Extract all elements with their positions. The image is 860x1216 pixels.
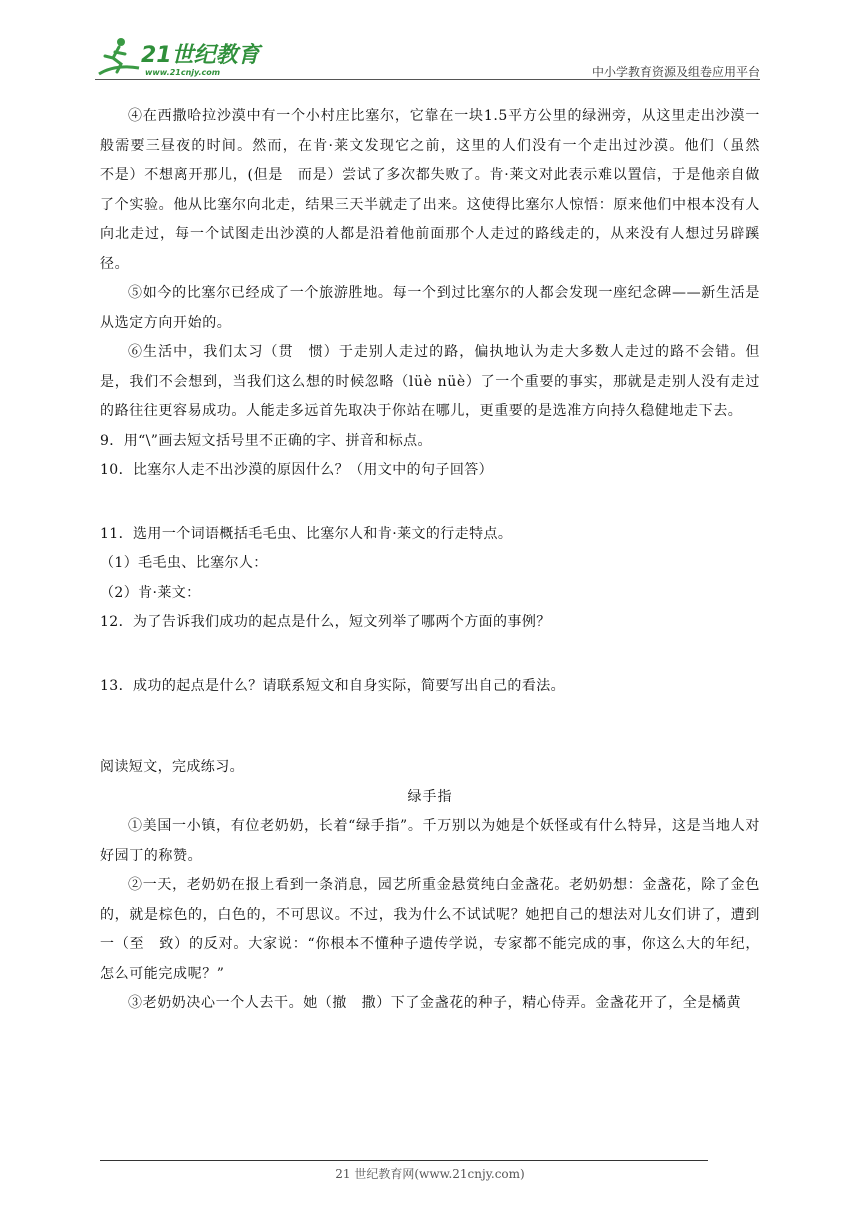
runner-logo-icon: [95, 34, 141, 78]
answer-space: [100, 638, 760, 672]
site-logo: [95, 34, 275, 78]
question-12: 12．为了告诉我们成功的起点是什么，短文列举了哪两个方面的事例？: [100, 614, 551, 630]
question-13: 13．成功的起点是什么？请联系短文和自身实际，简要写出自己的看法。: [100, 677, 566, 694]
question-11-part-2: （2）肯·莱文：: [100, 584, 201, 601]
passage-paragraph-5: ⑤如今的比塞尔已经成了一个旅游胜地。每一个到过比塞尔的人都会发现一座纪念碑——新生活是从选定方向开始的。: [100, 285, 760, 331]
footer-divider: [100, 1160, 708, 1161]
question-9: 9．用“\”画去短文括号里不正确的字、拼音和标点。: [100, 432, 432, 449]
logo-url: www.21cnjy.com: [145, 68, 221, 77]
main-content: [100, 102, 775, 1019]
passage-title: 绿手指: [407, 788, 453, 805]
platform-name: 中小学教育资源及组卷应用平台: [591, 65, 760, 79]
header-divider: [95, 79, 760, 80]
passage-paragraph-1: ①美国一小镇，有位老奶奶，长着“绿手指”。千万别以为她是个妖怪或有什么特异，这是当地人对好园丁的称赞。: [100, 818, 760, 864]
question-10: 10．比塞尔人走不出沙漠的原因什么？（用文中的句子回答）: [100, 462, 494, 478]
question-11-part-1: （1）毛毛虫、比塞尔人：: [100, 555, 268, 571]
logo-text: 21世纪教育: [141, 43, 260, 68]
page-footer: 21 世纪教育网(www.21cnjy.com): [335, 1167, 525, 1181]
passage-paragraph-4: ④在西撒哈拉沙漠中有一个小村庄比塞尔，它靠在一块1.5平方公里的绿洲旁，从这里走出沙漠一般需要三昼夜的时间。然而，在肯·莱文发现它之前，这里的人们没有一个走出过沙漠。他们（虽然 不是）不想离开那儿，(但是 而是）尝试了多次都失败了。肯·莱文对此表示难以置信，于是他亲自做了个实验。他从比塞尔向北走，结果三天半就走了出来。这使得比塞尔人惊悟：原来他们中根本没有人向北走过，每一个试图走出沙漠的人都是沿着他前面那个人走过的路线走的，从来没有人想过另辟蹊径。: [100, 108, 775, 272]
page-header: [95, 30, 760, 82]
question-11: 11．选用一个词语概括毛毛虫、比塞尔人和肯·莱文的行走特点。: [100, 525, 513, 542]
answer-space: [100, 701, 760, 753]
passage-paragraph-6: ⑥生活中，我们太习（贯 惯）于走别人走过的路，偏执地认为走大多数人走过的路不会错。但是，我们不会想到，当我们这么想的时候忽略（lüè nüè）了一个重要的事实，那就是走别人没有走过的路往往更容易成功。人能走多远首先取决于你站在哪儿，更重要的是选准方向持久稳健地走下去。: [100, 344, 760, 419]
passage-paragraph-3: ③老奶奶决心一个人去干。她（撤 撒）下了金盏花的种子，精心侍弄。金盏花开了，全是橘黄: [128, 995, 742, 1011]
section-intro: 阅读短文，完成练习。: [100, 759, 244, 775]
passage-paragraph-2: ②一天，老奶奶在报上看到一条消息，园艺所重金悬赏纯白金盏花。老奶奶想：金盏花，除了金色的，就是棕色的，白色的，不可思议。不过，我为什么不试试呢？她把自己的想法对儿女们讲了，遭到一（至 致）的反对。大家说：“你根本不懂种子遗传学说，专家都不能完成的事，你这么大的年纪，怎么可能完成呢？”: [100, 877, 760, 982]
answer-space: [100, 486, 760, 520]
